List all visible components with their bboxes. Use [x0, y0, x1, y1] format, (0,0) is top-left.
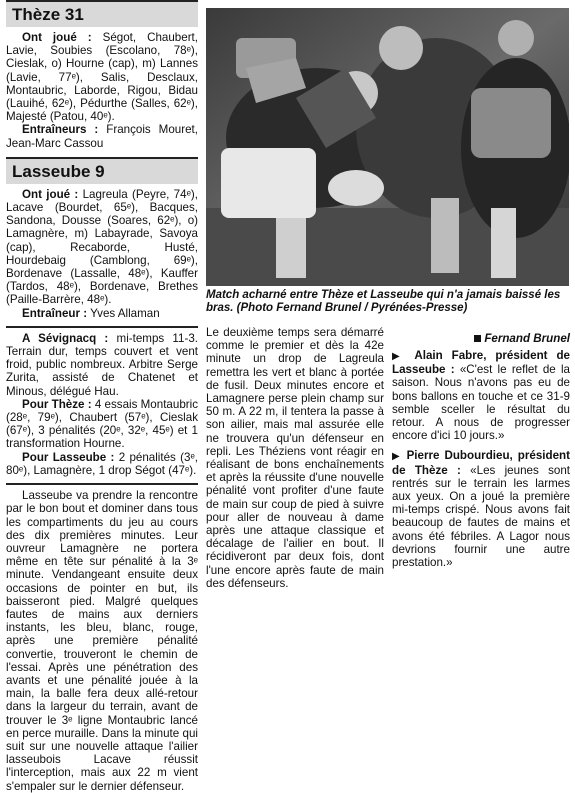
these-header: Thèze 31: [6, 0, 198, 27]
match-place-label: A Sévignacq :: [22, 331, 109, 345]
score-lasseube-text: 2 pénalités (3ᵉ, 80ᵉ), Lamagnère, 1 drop Ségot (47ᵉ).: [6, 450, 198, 477]
quote-dubourdieu: [392, 449, 570, 569]
lasseube-header: Lasseube 9: [6, 157, 198, 184]
match-place-text: mi-temps 11-3. Terrain dur, temps couvert et vent froid, public nombreux. Arbitre Serge Zurita, assisté de Chatenet et Minous, délégué Hau.: [6, 331, 198, 398]
these-coaches-label: Entraîneurs :: [22, 123, 99, 137]
lasseube-coach-text: Yves Allaman: [90, 306, 160, 320]
quote-fabre-name: Alain Fabre, président de Lasseube :: [392, 349, 570, 377]
score-these-label: Pour Thèze :: [22, 397, 92, 411]
lasseube-lineup-text: Lagreula (Peyre, 74ᵉ), Lacave (Bourdet, 65ᵉ), Bacques, Sandona, Dousse (Soares, 62ᵉ), o) Lamagnère, m) Labayrade, Savoya (cap), Recaborde, Husté, Hourdebaig (Camblong, 69ᵉ), Bordenave (Lassalle, 48ᵉ), Kauffer (Tardos, 48ᵉ), Bordenave, Brethes (Paille-Barrère, 48ᵉ).: [6, 187, 198, 307]
these-coaches: [6, 123, 198, 149]
divider: [6, 483, 198, 485]
lasseube-lineup: [6, 188, 198, 307]
quote-dubourdieu-text: «Les jeunes sont rentrés sur le terrain les larmes aux yeux. On a joué la première mi-temps crispé. Nous avons fait beaucoup de fautes de mains et avons été fébriles. A Lagor nous devrions fournir une autre prestation.»: [392, 463, 570, 570]
rugby-match-photo: [206, 8, 569, 286]
lasseube-coach-label: Entraîneur :: [22, 306, 88, 320]
these-lineup-label: Ont joué :: [22, 31, 92, 44]
match-place: [6, 332, 198, 398]
arrow-right-icon: ▶: [392, 351, 406, 362]
right-column: [392, 326, 570, 569]
photo-caption: Match acharné entre Thèze et Lasseube qui n'a jamais baissé les bras. (Photo Fernand Brunel / Pyrénées-Presse): [206, 289, 561, 314]
score-lasseube-label: Pour Lasseube :: [22, 450, 115, 464]
signature-text: Fernand Brunel: [484, 332, 570, 345]
article-paragraph-1: Lasseube va prendre la rencontre par le bon bout et dominer dans tous les compartiments du jeu au cours des dix premières minutes. Leur ouvreur Lamagnère ne portera même en tête sur pénalité à la 3ᵉ minute. Vendangeant ensuite deux occasions de pointer en but, ils baisseront pied. Malgré quelques fautes de mains aux derniers instants, les bleu, blanc, rouge, après une première pénalité convertie, trouveront le chemin de l'essai. Après une pénétration des avants et une pénalité jouée à la main, la balle fera deux allé-retour dans la largeur du terrain, avant de trouver le 3ᵉ ligne Montaubric lancé en perce muraille. Dans la minute qui suit sur une nouvelle attaque l'ailier lasseubois Lacave réussit l'interception, mais aux 22 m vient s'empaler sur le dernier défenseur.: [6, 489, 198, 793]
quote-dubourdieu-name: Pierre Dubourdieu, président de Thèze :: [392, 449, 570, 477]
quote-fabre: [392, 349, 570, 442]
score-lasseube: [6, 451, 198, 477]
score-these-text: 4 essais Montaubric (28ᵉ, 79ᵉ), Chaubert (57ᵉ), Cieslak (67ᵉ), 3 pénalités (20ᵉ, 32ᵉ, 45ᵉ) et 1 transformation Hourne.: [6, 397, 198, 451]
score-these: [6, 398, 198, 451]
signature: [392, 332, 570, 345]
arrow-right-icon: ▶: [392, 451, 402, 463]
these-lineup-text: Ségot, Chaubert, Lavie, Soubies (Escolano, 78ᵉ), Cieslak, o) Hourne (cap), m) Lannes (Lavie, 77ᵉ), Salis, Desclaux, Montaubric, Laborde, Rigou, Bidau (Lauihé, 62ᵉ), Pédurthe (Salles, 62ᵉ), Majesté (Patou, 40ᵉ).: [6, 31, 198, 124]
quote-fabre-text: «C'est le reflet de la saison. Nous n'avons pas eu de bons ballons en touche et ce 31-9 semble sceller le résultat du retour. A nous de progresser encore d'ici 10 jours.»: [392, 363, 570, 443]
lasseube-coach: [6, 307, 198, 320]
article-paragraph-2: Le deuxième temps sera démarré comme le premier et dès la 42e minute un drop de Lagreula remettra les vert et blanc à portée de fusil. Deux minutes encore et Lamagnere perse plein champ sur 50 m. A 22 m, il tentera la passe à son ailier, mais mal assurée elle ne trouvera qu'un défenseur en repli. Les Théziens vont réagir en réalisant de bons enchaînements et après la réussite d'une nouvelle pénalité vont profiter d'une faute de main sur coup de pied à suivre pour aller de nouveau à dame après une attaque classique et décalage de l'ailier en bout. Il récidiveront par deux fois, dont l'une encore après faute de main des défenseurs.: [206, 326, 384, 590]
these-lineup: [6, 31, 198, 123]
middle-column: [206, 326, 384, 590]
these-coaches-text: François Mouret, Jean-Marc Cassou: [6, 123, 198, 150]
square-bullet-icon: [474, 335, 481, 342]
divider: [6, 326, 198, 328]
article-continued: [206, 326, 384, 590]
left-column: [6, 0, 198, 793]
photo-image: [206, 8, 569, 286]
lasseube-lineup-label: Ont joué :: [22, 187, 79, 201]
